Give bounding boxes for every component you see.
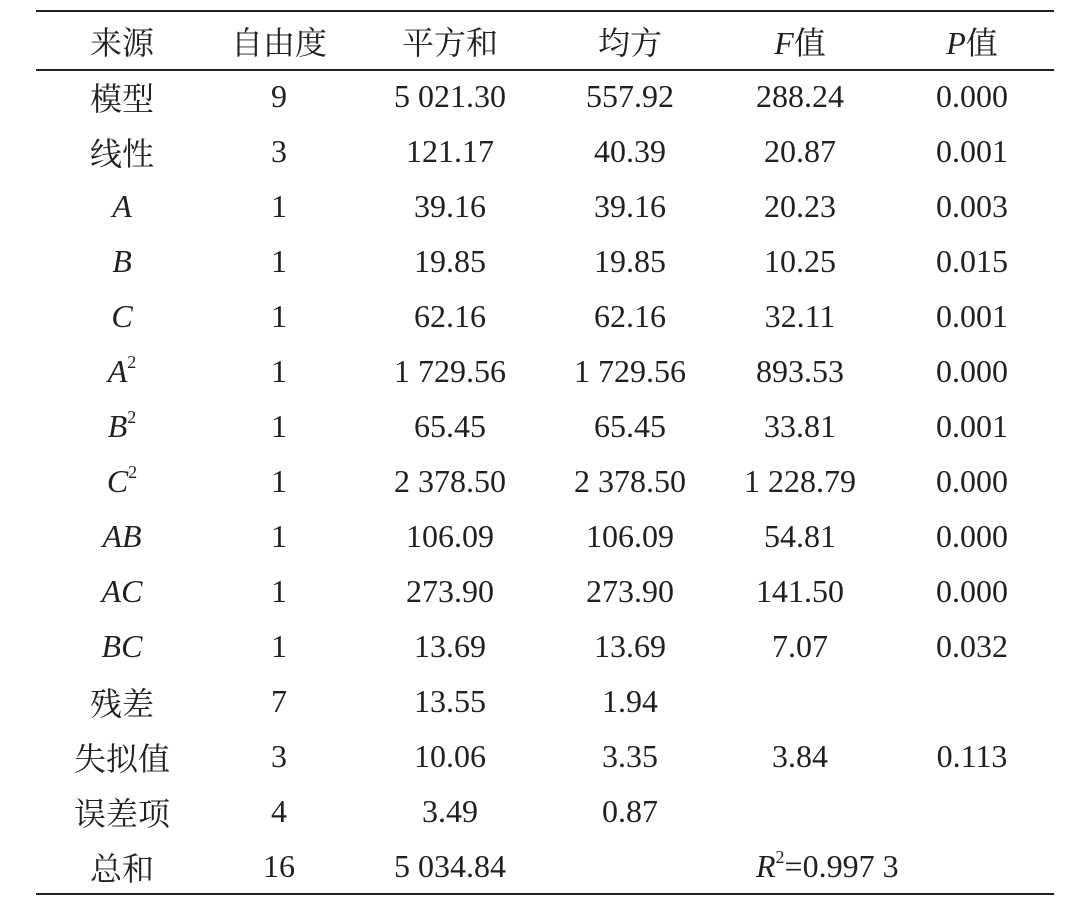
p-value-cell: 0.001 [936,298,1008,334]
source-label: B [112,243,132,279]
df-cell: 9 [271,78,287,114]
mean-square-cell: 3.35 [602,738,658,774]
column-header-label: 平方和 [401,24,498,61]
source-label: A [107,353,128,389]
source-cell [36,234,208,289]
mean-square-cell: 39.16 [594,188,666,224]
df-cell: 1 [271,188,287,224]
sum-of-squares-cell: 106.09 [406,518,494,554]
source-cell [36,124,208,179]
source-label: 失拟值 [73,740,170,777]
column-header [710,12,890,69]
source-label: BC [101,628,143,664]
table-row [36,509,1054,564]
source-cell [36,564,208,619]
column-header [890,12,1054,69]
source-label: 模型 [89,80,154,117]
sum-of-squares-cell: 121.17 [406,133,494,169]
f-value-cell: 1 228.79 [744,463,856,499]
sum-of-squares-cell: 65.45 [414,408,486,444]
source-cell [36,509,208,564]
mean-square-cell: 1.94 [602,683,658,719]
p-value-cell: 0.000 [936,573,1008,609]
table-row [36,179,1054,234]
sum-of-squares-cell: 2 378.50 [394,463,506,499]
source-label: B [107,408,128,444]
table-row [36,234,1054,289]
p-value-cell [890,674,1054,729]
table-body [36,69,1054,894]
sum-of-squares-cell: 5 034.84 [394,848,506,884]
column-header-label: 自由度 [230,24,327,61]
source-cell: 总和 [89,850,154,887]
p-value-cell: 0.113 [936,738,1008,774]
sum-of-squares-cell: 13.55 [414,683,486,719]
p-value-cell: 0.000 [936,463,1008,499]
df-cell: 4 [271,793,287,829]
source-cell [36,179,208,234]
column-header-label: 均方 [597,24,662,61]
f-value-cell: 7.07 [772,628,828,664]
table-row [36,454,1054,509]
df-cell: 1 [271,408,287,444]
source-cell [36,69,208,124]
f-value-cell: 32.11 [764,298,836,334]
table-row [36,124,1054,179]
source-label: C [111,298,133,334]
source-exponent: 2 [127,352,137,372]
source-exponent: 2 [128,462,138,482]
sum-of-squares-cell: 3.49 [422,793,478,829]
f-value-cell: 10.25 [764,243,836,279]
mean-square-cell: 106.09 [586,518,674,554]
mean-square-cell: 65.45 [594,408,666,444]
p-value-cell: 0.000 [936,353,1008,389]
sum-of-squares-cell: 273.90 [406,573,494,609]
mean-square-cell: 273.90 [586,573,674,609]
anova-table [36,12,1054,894]
column-header-label: 值 [965,24,998,61]
column-header [36,12,208,69]
mean-square-cell: 2 378.50 [574,463,686,499]
f-value-cell: 893.53 [756,353,844,389]
table-row [36,564,1054,619]
df-cell: 1 [271,518,287,554]
sum-of-squares-cell: 39.16 [414,188,486,224]
source-cell [36,619,208,674]
r-squared-cell [550,839,1054,894]
df-cell: 3 [271,738,287,774]
df-cell: 1 [271,463,287,499]
f-value-cell: 141.50 [756,573,844,609]
df-cell: 7 [271,683,287,719]
table-row [36,784,1054,839]
mean-square-cell: 19.85 [594,243,666,279]
r-squared-exponent: 2 [775,847,785,867]
column-header [350,12,550,69]
f-value-cell: 54.81 [764,518,836,554]
source-label: AB [102,518,142,554]
df-cell: 1 [271,353,287,389]
f-value-cell: 20.23 [764,188,836,224]
f-value-cell: 20.87 [764,133,836,169]
source-exponent: 2 [127,407,137,427]
column-header-variable: F [774,24,794,61]
sum-of-squares-cell: 1 729.56 [394,353,506,389]
table-row [36,729,1054,784]
sum-of-squares-cell: 13.69 [414,628,486,664]
r-squared-symbol: R [756,848,776,884]
source-label: 线性 [89,135,154,172]
source-label: AC [101,573,143,609]
mean-square-cell: 62.16 [594,298,666,334]
source-label: 误差项 [73,795,170,832]
p-value-cell: 0.003 [936,188,1008,224]
df-cell: 16 [263,848,295,884]
mean-square-cell: 0.87 [602,793,658,829]
p-value-cell: 0.001 [936,408,1008,444]
mean-square-cell: 1 729.56 [574,353,686,389]
table-row [36,674,1054,729]
df-cell: 1 [271,298,287,334]
table-row [36,69,1054,124]
p-value-cell: 0.015 [936,243,1008,279]
f-value-cell: 288.24 [756,78,844,114]
table-row [36,344,1054,399]
table-row [36,289,1054,344]
column-header-label: 来源 [89,24,154,61]
source-label: C [106,463,129,499]
p-value-cell [890,784,1054,839]
sum-of-squares-cell: 10.06 [414,738,486,774]
p-value-cell: 0.001 [936,133,1008,169]
sum-of-squares-cell: 5 021.30 [394,78,506,114]
total-row [36,839,1054,894]
source-cell [36,674,208,729]
sum-of-squares-cell: 19.85 [414,243,486,279]
source-label: 残差 [89,685,154,722]
mean-square-cell: 40.39 [594,133,666,169]
source-cell [36,784,208,839]
column-header [550,12,710,69]
table-row [36,619,1054,674]
f-value-cell: 3.84 [772,738,828,774]
mean-square-cell: 557.92 [586,78,674,114]
df-cell: 1 [271,573,287,609]
column-header-variable: P [946,24,966,61]
f-value-cell [710,674,890,729]
source-cell [36,454,208,509]
p-value-cell: 0.032 [936,628,1008,664]
source-cell [36,289,208,344]
mean-square-cell: 13.69 [594,628,666,664]
df-cell: 1 [271,243,287,279]
source-cell [36,729,208,784]
p-value-cell: 0.000 [936,78,1008,114]
source-label: A [112,188,132,224]
table-row [36,399,1054,454]
column-header [208,12,350,69]
df-cell: 1 [271,628,287,664]
f-value-cell: 33.81 [764,408,836,444]
column-header-label: 值 [793,24,826,61]
p-value-cell: 0.000 [936,518,1008,554]
f-value-cell [710,784,890,839]
df-cell: 3 [271,133,287,169]
source-cell [36,344,208,399]
sum-of-squares-cell: 62.16 [414,298,486,334]
r-squared-value: =0.997 3 [784,848,899,884]
table-header-row [36,12,1054,69]
source-cell [36,399,208,454]
